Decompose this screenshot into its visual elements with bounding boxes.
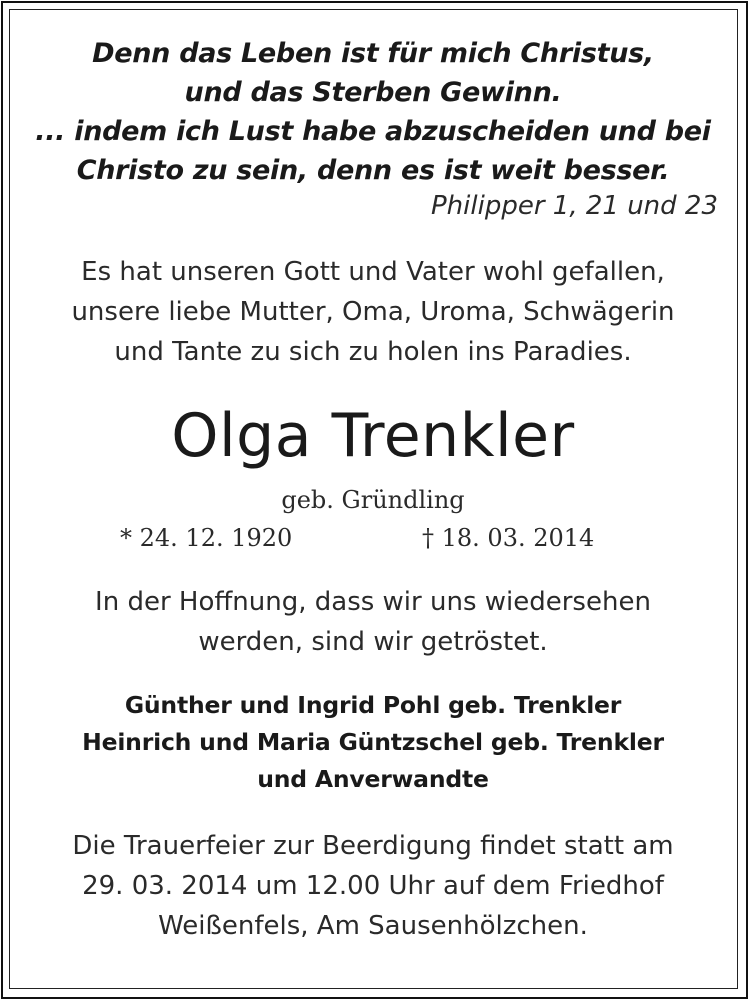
mourner-line: Günther und Ingrid Pohl geb. Trenkler <box>124 691 622 719</box>
verse-line: Denn das Leben ist für mich Christus, <box>92 38 654 69</box>
bible-verse <box>12 34 734 190</box>
mourners <box>12 687 734 798</box>
mourner-line: Heinrich und Maria Güntzschel geb. Trenkler <box>82 728 664 756</box>
hope-line: In der Hoffnung, dass wir uns wiedersehen <box>95 587 651 617</box>
service-line: Weißenfels, Am Sausenhölzchen. <box>158 911 588 941</box>
verse-reference: Philipper 1, 21 und 23 <box>430 191 718 221</box>
service-line: 29. 03. 2014 um 12.00 Uhr auf dem Friedhof <box>82 871 664 901</box>
deceased-name: Olga Trenkler <box>171 401 575 471</box>
verse-line: ... indem ich Lust habe abzuscheiden und bei <box>35 116 711 147</box>
intro-line: Es hat unseren Gott und Vater wohl gefallen, <box>81 257 665 287</box>
intro-text <box>12 252 734 372</box>
mourner-line: und Anverwandte <box>257 765 489 793</box>
intro-line: unsere liebe Mutter, Oma, Uroma, Schwägerin <box>71 297 675 327</box>
birth-date: * 24. 12. 1920 <box>120 524 293 552</box>
death-date: † 18. 03. 2014 <box>422 524 595 552</box>
maiden-name: geb. Gründling <box>281 486 465 514</box>
verse-line: Christo zu sein, denn es ist weit besser. <box>76 155 670 186</box>
obituary-notice <box>12 12 734 986</box>
verse-line: und das Sterben Gewinn. <box>184 77 562 108</box>
hope-line: werden, sind wir getröstet. <box>198 627 548 657</box>
intro-line: und Tante zu sich zu holen ins Paradies. <box>114 337 632 367</box>
hope-text <box>12 582 734 662</box>
funeral-service-info <box>12 826 734 946</box>
service-line: Die Trauerfeier zur Beerdigung findet statt am <box>72 831 674 861</box>
